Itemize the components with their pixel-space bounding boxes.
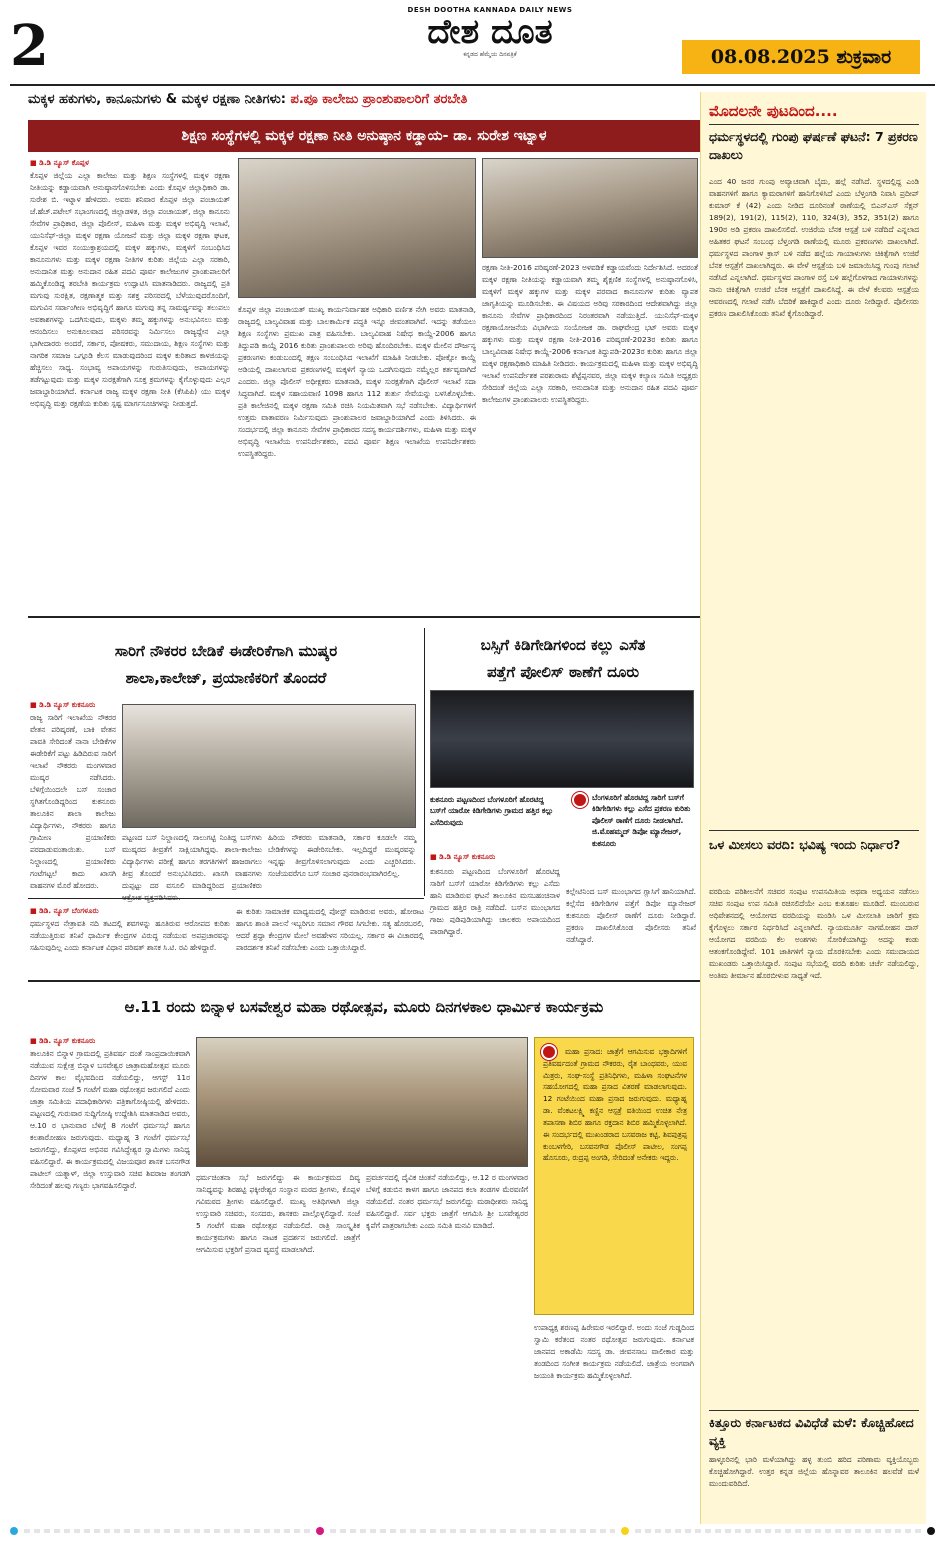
story2-column-3: ಹಿರಿಯ ನೌಕರರು ಮಾತನಾಡಿ, ಸರ್ಕಾರ ಕೂಡಲೇ ನಮ್ಮ ಬೇಡಿಕೆಗಳನ್ನು ಈಡೇರಿಸಬೇಕು. ಇಲ್ಲದಿದ್ದರೆ ಮುಷ್ಕರವನ್ನು ಇನ್ನಷ್ಟು ತೀವ್ರಗೊಳಿಸಲಾಗುವುದು ಎಂದು ಎಚ್ಚರಿಸಿದರು. ಸಂಜೆಯವರೆಗೂ ಬಸ್ ಸಂಚಾರ ಪುನರಾರಂಭವಾಗಿರಲಿಲ್ಲ. <box>268 833 416 878</box>
story5-headline: ಆ.11 ರಂದು ಬಿನ್ನಾಳ ಬಸವೇಶ್ವರ ಮಹಾ ರಥೋತ್ಸವ, ಮೂರು ದಿನಗಳಕಾಲ ಧಾರ್ಮಿಕ ಕಾರ್ಯಕ್ರಮ <box>124 998 604 1016</box>
story1-banner: ಶಿಕ್ಷಣ ಸಂಸ್ಥೆಗಳಲ್ಲಿ ಮಕ್ಕಳ ರಕ್ಷಣಾ ನೀತಿ ಅನುಷ್ಠಾನ ಕಡ್ಡಾಯ- ಡಾ. ಸುರೇಶ ಇಟ್ನಾಳ <box>28 120 700 152</box>
story5-byline: ■ ಡಿಡಿ. ನ್ಯೂಸ್ ಕುಕನೂರು <box>30 1036 95 1046</box>
story1-headline-part2: ಪ.ಪೂ ಕಾಲೇಜು ಪ್ರಾಂಶುಪಾಲರಿಗೆ ತರಬೇತಿ <box>290 92 468 107</box>
registration-bar <box>635 1529 921 1533</box>
story3-headline-line1: ಬಸ್ಸಿಗೆ ಕಿಡಿಗೇಡಿಗಳಿಂದ ಕಲ್ಲು ಎಸೆತ <box>480 636 646 654</box>
story4-column-2: ಈ ಕುರಿತು ಸಾಮಾಜಿಕ ಮಾಧ್ಯಮದಲ್ಲಿ ಪೋಸ್ಟ್ ಮಾಡಿರುವ ಅವರು, ಹೋರಾಟ ಹಾಗೂ ಶಾಂತಿ ಪಾಲನೆ ಇಬ್ಬರಿಗೂ ಸಮಾನ ಗೌರವ ಸಿಗಬೇಕು. ಸತ್ಯ ಹೊರಬರಲಿ, ಆದರೆ ಶ್ರದ್ಧಾ ಕೇಂದ್ರಗಳ ಮೇಲೆ ಅವಹೇಳನ ಸರಿಯಲ್ಲ. ಸರ್ಕಾರ ಈ ವಿಚಾರದಲ್ಲಿ ಪಾರದರ್ಶಕ ತನಿಖೆ ನಡೆಸಬೇಕು ಎಂದು ಒತ್ತಾಯಿಸಿದ್ದಾರೆ. <box>236 907 424 952</box>
story2-byline: ■ ಡಿ.ಡಿ ನ್ಯೂಸ್ ಕುಕನೂರು <box>30 700 95 710</box>
story3-column-2: ಕಲ್ಲೇಟಿನಿಂದ ಬಸ್ ಮುಂಭಾಗದ ಗ್ಲಾಸಿಗೆ ಹಾನಿಯಾಗಿದೆ. ಕಲ್ಲೆಸೆದ ಕಿಡಿಗೇಡಿಗಳ ಪತ್ತೆಗೆ ಡಿಪೋ ಮ್ಯಾನೇಜರ್ ಕುಕನೂರು ಪೊಲೀಸ್ ಠಾಣೆಗೆ ದೂರು ನೀಡಿದ್ದಾರೆ. ಪ್ರಕರಣ ದಾಖಲಿಸಿಕೊಂಡ ಪೊಲೀಸರು ತನಿಖೆ ನಡೆಸಿದ್ದಾರೆ. <box>566 887 696 944</box>
story5-column-1: ತಾಲೂಕಿನ ಬಿನ್ನಾಳ ಗ್ರಾಮದಲ್ಲಿ ಪ್ರತಿವರ್ಷ ದಂತೆ ಸಾಂಪ್ರದಾಯಿಕವಾಗಿ ನಡೆಯುವ ಸುಕ್ಷೇತ್ರ ಬಿನ್ನಾಳ ಬಸವೇಶ್ವರ ಜಾತ್ರಾಮಹೋತ್ಸವ ಮೂರು ದಿನಗಳ ಕಾಲ ವೈಭವದಿಂದ ನಡೆಯಲಿದ್ದು, ಆಗಸ್ಟ್ 11ರ ಸೋಮವಾರ ಸಂಜೆ 5 ಗಂಟೆಗೆ ಮಹಾ ರಥೋತ್ಸವ ಜರುಗಲಿದೆ ಎಂದು ಜಾತ್ರಾ ಸಮಿತಿಯ ಪದಾಧಿಕಾರಿಗಳು ಪತ್ರಿಕಾಗೋಷ್ಠಿಯಲ್ಲಿ ಹೇಳಿದರು. ಪಟ್ಟಣದಲ್ಲಿ ಗುರುವಾರ ಸುದ್ದಿಗೋಷ್ಠಿ ಉದ್ದೇಶಿಸಿ ಮಾತನಾಡಿದ ಅವರು, ಆ.10 ರ ಭಾನುವಾರ ಬೆಳಿಗ್ಗೆ 8 ಗಂಟೆಗೆ ಧರ್ಮಸಭೆ ಹಾಗೂ ಕಲಶಾರೋಹಣ ಜರುಗುವುದು. ಮಧ್ಯಾಹ್ನ 3 ಗಂಟೆಗೆ ಧರ್ಮಸಭೆ ಜರುಗಲಿದ್ದು, ಕೊಪ್ಪಳದ ಅಭಿನವ ಗವಿಸಿದ್ಧೇಶ್ವರ ಸ್ವಾಮಿಗಳು ಸಾನಿಧ್ಯ ವಹಿಸಲಿದ್ದಾರೆ. ಈ ಕಾರ್ಯಕ್ರಮದಲ್ಲಿ ವಿಜಯವೂರ ಶಾಸಕ ಬಸನಗೌಡ ಪಾಟೀಲ್ ಯತ್ನಾಳ್, ಜಿಲ್ಲಾ ಉಸ್ತುವಾರಿ ಸಚಿವ ಶಿವರಾಜ ತಂಗಡಗಿ ಸೇರಿದಂತೆ ಹಲವು ಗಣ್ಯರು ಭಾಗವಹಿಸಲಿದ್ದಾರೆ. <box>30 1049 190 1190</box>
story1-photo-audience <box>482 158 698 258</box>
issue-date: 08.08.2025 ಶುಕ್ರವಾರ <box>682 40 920 74</box>
story4-byline: ■ ಡಿಡಿ. ನ್ಯೂಸ್ ಬೆಂಗಳೂರು <box>30 906 99 916</box>
story1-column-2: ಕೊಪ್ಪಳ ಜಿಲ್ಲಾ ಪಂಚಾಯತ್ ಮುಖ್ಯ ಕಾರ್ಯನಿರ್ವಾಹಕ ಅಧಿಕಾರಿ ವರ್ಣಿತ ನೇಗಿ ಅವರು ಮಾತನಾಡಿ, ರಾಜ್ಯದಲ್ಲಿ ಬಾಲ್ಯವಿವಾಹ ಮತ್ತು ಬಾಲಕಾರ್ಮಿಕ ಪದ್ಧತಿ ಇನ್ನೂ ಜೀವಂತವಾಗಿವೆ. ಇದನ್ನು ತಡೆಯಲು ಶಿಕ್ಷಣ ಸಂಸ್ಥೆಗಳು ಪ್ರಮುಖ ಪಾತ್ರ ವಹಿಸಬೇಕು. ಬಾಲ್ಯವಿವಾಹ ನಿಷೇಧ ಕಾಯ್ದೆ-2006 ಹಾಗೂ ತಿದ್ದುಪಡಿ ಕಾಯ್ದೆ 2016 ಕುರಿತು ಪ್ರಾಂಶುಪಾಲರು ಅರಿವು ಹೊಂದಿರಬೇಕು. ಮಕ್ಕಳ ಮೇಲಿನ ದೌರ್ಜನ್ಯ ಪ್ರಕರಣಗಳು ಕಂಡುಬಂದಲ್ಲಿ ತಕ್ಷಣ ಸಂಬಂಧಿಸಿದ ಇಲಾಖೆಗೆ ಮಾಹಿತಿ ನೀಡಬೇಕು. ಪೋಕ್ಸೋ ಕಾಯ್ದೆ ಅಡಿಯಲ್ಲಿ ದಾಖಲಾಗುವ ಪ್ರಕರಣಗಳಲ್ಲಿ ಮಕ್ಕಳಿಗೆ ನ್ಯಾಯ ಒದಗಿಸುವುದು ನಮ್ಮೆಲ್ಲರ ಕರ್ತವ್ಯವಾಗಿದೆ ಎಂದರು. ಜಿಲ್ಲಾ ಪೊಲೀಸ್ ಅಧೀಕ್ಷಕರು ಮಾತನಾಡಿ, ಮಕ್ಕಳ ಸುರಕ್ಷತೆಗಾಗಿ ಪೊಲೀಸ್ ಇಲಾಖೆ ಸದಾ ಸಿದ್ಧವಾಗಿದೆ. ಮಕ್ಕಳ ಸಹಾಯವಾಣಿ 1098 ಹಾಗೂ 112 ತುರ್ತು ಸೇವೆಯನ್ನು ಬಳಸಿಕೊಳ್ಳಬೇಕು. ಪ್ರತಿ ಕಾಲೇಜಿನಲ್ಲಿ ಮಕ್ಕಳ ರಕ್ಷಣಾ ಸಮಿತಿ ರಚಿಸಿ ನಿಯಮಿತವಾಗಿ ಸಭೆ ನಡೆಸಬೇಕು. ವಿದ್ಯಾರ್ಥಿಗಳಿಗೆ ಉತ್ತಮ ವಾತಾವರಣ ನಿರ್ಮಿಸುವುದು ಪ್ರಾಂಶುಪಾಲರ ಜವಾಬ್ದಾರಿಯಾಗಿದೆ ಎಂದು ತಿಳಿಸಿದರು. ಈ ಸಂದರ್ಭದಲ್ಲಿ ಜಿಲ್ಲಾ ಕಾನೂನು ಸೇವೆಗಳ ಪ್ರಾಧಿಕಾರದ ಸದಸ್ಯ ಕಾರ್ಯದರ್ಶಿಗಳು, ಮಹಿಳಾ ಮತ್ತು ಮಕ್ಕಳ ಅಭಿವೃದ್ಧಿ ಇಲಾಖೆಯ ಉಪನಿರ್ದೇಶಕರು, ಪದವಿ ಪೂರ್ವ ಶಿಕ್ಷಣ ಇಲಾಖೆಯ ಉಪನಿರ್ದೇಶಕರು ಉಪಸ್ಥಿತರಿದ್ದರು. <box>238 305 476 458</box>
section-divider <box>28 616 700 618</box>
sidebar-headline-1: ಧರ್ಮಸ್ಥಳದಲ್ಲಿ ಗುಂಪು ಘರ್ಷಣೆ ಘಟನೆ: 7 ಪ್ರಕರಣ ದಾಖಲು <box>709 129 918 163</box>
sidebar-headline-2: ಒಳ ಮೀಸಲು ವರದಿ: ಭವಿಷ್ಯ ಇಂದು ನಿರ್ಧಾರ? <box>709 837 901 852</box>
registration-dot-black <box>927 1527 935 1535</box>
continued-sidebar <box>700 92 926 1524</box>
sidebar-kicker: ಮೊದಲನೇ ಪುಟದಿಂದ.... <box>709 102 838 120</box>
story5-column-4: ಉಪಾಧ್ಯಕ್ಷ ಶರಣಪ್ಪ ಹಿರೇಮಠ ಇರಲಿದ್ದಾರೆ. ಅಂದು ಸಂಜೆ ಗುಡ್ಡದಿಂದ ಸ್ವಾಮಿ ಕರೆತಂದ ನಂತರ ರಥೋತ್ಸವ ಜರುಗುವುದು. ಕರ್ನಾಟಕ ಜಾನಪದ ಅಕಾಡೆಮಿ ಸದಸ್ಯ ಡಾ. ಜೀವನಸಾಬ ವಾಲೀಕಾರ ಮತ್ತು ತಂಡದಿಂದ ಸಂಗೀತ ಕಾರ್ಯಕ್ರಮ ನಡೆಯಲಿದೆ. ಜಾತ್ರೆಯ ಅಂಗವಾಗಿ ಜಯಂತಿ ಕಾರ್ಯಕ್ರಮ ಹಮ್ಮಿಕೊಳ್ಳಲಾಗಿದೆ. <box>534 1323 694 1380</box>
story1-photo-dignitaries <box>238 158 476 298</box>
story5-column-3: ಪ್ರವರ್ಚನದಲ್ಲಿ ದೈವಿಕ ಚಿಂತನೆ ನಡೆಯಲಿದ್ದು, ಆ.12 ರ ಮಂಗಳವಾರ ಬೆಳಿಗ್ಗೆ ಕಡುಬಿನ ಕಾಳಗ ಹಾಗೂ ಜಾನಪದ ಕಲಾ ತಂಡಗಳ ಮೆರವಣಿಗೆ ನಡೆಯಲಿದೆ. ನಂತರ ಧರ್ಮಸಭೆ ಜರುಗಲಿದ್ದು ಮಠಾಧೀಶರು ಸಾನಿಧ್ಯ ವಹಿಸಲಿದ್ದಾರೆ. ಸರ್ವ ಭಕ್ತರು ಜಾತ್ರೆಗೆ ಆಗಮಿಸಿ ಶ್ರೀ ಬಸವೇಶ್ವರರ ಕೃಪೆಗೆ ಪಾತ್ರರಾಗಬೇಕು ಎಂದು ಸಮಿತಿ ಮನವಿ ಮಾಡಿದೆ. <box>366 1173 528 1230</box>
story3-quote-box: ಬೆಂಗಳೂರಿಗೆ ಹೊರಟಿದ್ದ ಸಾರಿಗೆ ಬಸ್‌ಗೆ ಕಿಡಿಗೇಡಿಗಳು ಕಲ್ಲು ಎಸೆದ ಪ್ರಕರಣ ಕುರಿತು ಪೊಲೀಸ್ ಠಾಣೆಗೆ ದೂರು ನೀಡಲಾಗಿದೆ. ಜಿ.ಮೊಹಮ್ಮದ್ ಡಿಪೋ ಮ್ಯಾನೇಜರ್, ಕುಕನೂರು <box>592 793 691 848</box>
section-divider-small <box>28 898 424 899</box>
sidebar-text-1: ಎಂದ 40 ಜನರ ಗುಂಪು ಅವ್ಯಾಚವಾಗಿ ಬೈದು, ಹಲ್ಲೆ ನಡೆಸಿದೆ. ಸ್ಥಳದಲ್ಲಿದ್ದ ಎಂಡಿ ವಾಹನಗಳಿಗೆ ಹಾಗೂ ಕ್ಯಾಮರಾಗಳಿಗೆ ಹಾನಿಗೊಳಿಸಿದೆ ಎಂದು ಬೆಳ್ತಂಗಡಿ ನಿವಾಸಿ ಪ್ರದೀಪ್ ಕುಮಾರ್ ಕೆ (42) ಎಂದು ನೀಡಿದ ದೂರಿನಂತೆ ಠಾಣೆಯಲ್ಲಿ ಬಿಎನ್‌ಎಸ್ ಸೆಕ್ಷನ್ 189(2), 191(2), 115(2), 110, 324(3), 352, 351(2) ಹಾಗೂ 190ರ ಅಡಿ ಪ್ರಕರಣ ದಾಖಲಿಸಲಿದೆ. ಉಜಿರೆಯ ಬೆನಕ ಆಸ್ಪತ್ರೆ ಬಳಿ ನಡೆದಿದೆ ಎನ್ನಲಾದ ಅಹಿತಕರ ಘಟನೆ ಸಂಬಂಧ ಬೆಳ್ತಂಗಡಿ ಠಾಣೆಯಲ್ಲಿ ಮೂರು ಪ್ರಕರಣಗಳು ದಾಖಲಾಗಿದೆ. ಧರ್ಮಸ್ಥಳದ ಪಾಂಗಾಳ ಕ್ರಾಸ್ ಬಳಿ ನಡೆದ ಹಲ್ಲೆಯ ಗಾಯಾಳುಗಳು ಚಿಕಿತ್ಸೆಗಾಗಿ ಉಜಿರೆ ಬೆನಕ ಆಸ್ಪತ್ರೆಗೆ ದಾಖಲಾಗಿದ್ದರು. ಈ ವೇಳೆ ಆಸ್ಪತ್ರೆಯ ಬಳಿ ಜಮಾಯಿಸಿದ್ದ ಗುಂಪು ಗಲಾಟೆ ನಡೆಸಿದೆ ಎನ್ನಲಾಗಿದೆ. ಧರ್ಮಸ್ಥಳದ ಪಾಂಗಾಳ ರಸ್ತೆ ಬಳಿ ಹಲ್ಲೆಗೊಳಗಾದ ಗಾಯಾಳುಗಳನ್ನು ನಾನು ಚಿಕಿತ್ಸೆಗಾಗಿ ಉಜಿರೆ ಬೆನಕ ಆಸ್ಪತ್ರೆಗೆ ದಾಖಲಿಸಿದ್ದೆ. ಈ ವೇಳೆ ಕೆಲವರು ಆಸ್ಪತ್ರೆಯ ಆವರಣದಲ್ಲಿ ಗಲಾಟೆ ನಡೆಸಿ ಬೆದರಿಕೆ ಹಾಕಿದ್ದಾರೆ ಎಂದು ದೂರು ನೀಡಿದ್ದಾರೆ. ಪೊಲೀಸರು ಪ್ರಕರಣ ದಾಖಲಿಸಿಕೊಂಡು ತನಿಖೆ ಕೈಗೊಂಡಿದ್ದಾರೆ. <box>709 177 919 318</box>
story5-column-2: ಧರ್ಮಚಿಂತನಾ ಸಭೆ ಜರುಗಲಿದ್ದು ಈ ಕಾರ್ಯಕ್ರಮದ ದಿವ್ಯ ಸಾನಿಧ್ಯವನ್ನು ಶಿರಹಟ್ಟಿ ಫಕ್ಕೀರೇಶ್ವರ ಸಂಸ್ಥಾನ ಮಠದ ಶ್ರೀಗಳು, ಕೊಪ್ಪಳ ಗವಿಮಠದ ಶ್ರೀಗಳು ವಹಿಸಲಿದ್ದಾರೆ. ಮುಖ್ಯ ಅತಿಥಿಗಳಾಗಿ ಜಿಲ್ಲಾ ಉಸ್ತುವಾರಿ ಸಚಿವರು, ಸಂಸದರು, ಶಾಸಕರು ಪಾಲ್ಗೊಳ್ಳಲಿದ್ದಾರೆ. ಸಂಜೆ 5 ಗಂಟೆಗೆ ಮಹಾ ರಥೋತ್ಸವ ನಡೆಯಲಿದೆ. ರಾತ್ರಿ ಸಾಂಸ್ಕೃತಿಕ ಕಾರ್ಯಕ್ರಮಗಳು ಹಾಗೂ ನಾಟಕ ಪ್ರದರ್ಶನ ಜರುಗಲಿದೆ. ಜಾತ್ರೆಗೆ ಆಗಮಿಸುವ ಭಕ್ತರಿಗೆ ಪ್ರಸಾದ ವ್ಯವಸ್ಥೆ ಮಾಡಲಾಗಿದೆ. <box>196 1173 360 1254</box>
registration-strip <box>10 1524 935 1538</box>
story5-photo-press-meet <box>196 1037 528 1167</box>
sidebar-rule-3 <box>709 1410 919 1411</box>
story4-column-1: ಧರ್ಮಸ್ಥಳದ ನೇತ್ರಾವತಿ ನದಿ ತಟದಲ್ಲಿ ಶವಗಳನ್ನು ಹೂತಿರುವ ಆರೋಪದ ಕುರಿತು ನಡೆಯುತ್ತಿರುವ ತನಿಖೆ ಧಾರ್ಮಿಕ ಕೇಂದ್ರಗಳ ವಿರುದ್ಧ ನಡೆಯುವ ಅಪಪ್ರಚಾರವನ್ನು ಸಹಿಸುವುದಿಲ್ಲ ಎಂದು ಕರ್ನಾಟಕ ವಿಧಾನ ಪರಿಷತ್ ಶಾಸಕ ಸಿ.ಟಿ. ರವಿ ಹೇಳಿದ್ದಾರೆ. <box>30 919 230 952</box>
masthead-daily-label: DESH DOOTHA KANNADA DAILY NEWS <box>407 6 573 14</box>
story5-highlight-text: ಮಹಾ ಪ್ರಸಾದ: ಜಾತ್ರೆಗೆ ಆಗಮಿಸುವ ಭಕ್ತಾದಿಗಳಿಗೆ ಪ್ರತಿವರ್ಷದಂತೆ ಗ್ರಾಮದ ನೌಕರರು, ರೈತ ಬಾಂಧವರು, ಯುವ ಮಿತ್ರರು, ಸಂಘ-ಸಂಸ್ಥೆ ಪ್ರತಿನಿಧಿಗಳು, ಮಹಿಳಾ ಸಂಘಟನೆಗಳ ಸಹಯೋಗದಲ್ಲಿ ಮಹಾ ಪ್ರಸಾದ ವಿತರಣೆ ಮಾಡಲಾಗುವುದು. 12 ಗಂಟೆಯಿಂದ ಮಹಾ ಪ್ರಸಾದ ಜರುಗುವುದು. ಮಧ್ಯಾಹ್ನ ಡಾ. ವೆಂಕಟಲಕ್ಷ್ಮಿ ಕಣ್ಣಿನ ಆಸ್ಪತ್ರೆ ವತಿಯಿಂದ ಉಚಿತ ನೇತ್ರ ತಪಾಸಣಾ ಶಿಬಿರ ಹಾಗೂ ರಕ್ತದಾನ ಶಿಬಿರ ಹಮ್ಮಿಕೊಳ್ಳಲಾಗಿದೆ. ಈ ಸಂದರ್ಭದಲ್ಲಿ ಮುಖಂಡರಾದ ಬಸವರಾಜ ಕಟ್ಟಿ, ಶಿವಪುತ್ರಪ್ಪ ಕುಂಬಳಗೇರಿ, ಬಸವನಗೌಡ ಪೊಲೀಸ್ ಪಾಟೀಲ, ಸಂಗಪ್ಪ ಹೊಸೂರು, ರುದ್ರಪ್ಪ ಅಂಗಡಿ, ಸೇರಿದಂತೆ ಅನೇಕರು ಇದ್ದರು. <box>543 1047 687 1163</box>
story3-photo-caption: ಕುಕನೂರು ಪಟ್ಟಣದಿಂದ ಬೆಂಗಳೂರಿಗೆ ಹೊರಟಿದ್ದ ಬಸ್‌ಗೆ ಯಾರೋ ಕಿಡಿಗೇಡಿಗಳು ಗ್ರಾಮದ ಹತ್ತಿರ ಕಲ್ಲು ಎಸೆದಿರುವುದು <box>430 795 554 827</box>
sidebar-rule <box>709 124 919 125</box>
masthead-logo: ದೇಶ ದೂತ <box>427 12 553 52</box>
page-number: 2 <box>10 13 49 79</box>
column-divider <box>424 628 425 896</box>
story3-photo-damaged-bus <box>430 690 694 788</box>
registration-bar <box>330 1529 616 1533</box>
story3-box-bullet <box>572 792 588 808</box>
registration-bar <box>24 1529 310 1533</box>
story1-column-1: ಕೊಪ್ಪಳ ಜಿಲ್ಲೆಯ ಎಲ್ಲಾ ಕಾಲೇಜು ಮತ್ತು ಶಿಕ್ಷಣ ಸಂಸ್ಥೆಗಳಲ್ಲಿ ಮಕ್ಕಳ ರಕ್ಷಣಾ ನೀತಿಯನ್ನು ಕಡ್ಡಾಯವಾಗಿ ಅನುಷ್ಠಾನಗೊಳಿಸಬೇಕು ಎಂದು ಕೊಪ್ಪಳ ಜಿಲ್ಲಾಧಿಕಾರಿ ಡಾ. ಸುರೇಶ ಬಿ. ಇಟ್ನಾಳ ಹೇಳಿದರು. ಅವರು ಶನಿವಾರ ಕೊಪ್ಪಳ ಜಿಲ್ಲಾ ಪಂಚಾಯತ್ ಜೆ.ಹೆಚ್.ಪಟೇಲ್ ಸಭಾಂಗಣದಲ್ಲಿ ಜಿಲ್ಲಾಡಳಿತ, ಜಿಲ್ಲಾ ಪಂಚಾಯತ್, ಜಿಲ್ಲಾ ಕಾನೂನು ಸೇವೆಗಳ ಪ್ರಾಧಿಕಾರ, ಜಿಲ್ಲಾ ಪೊಲೀಸ್, ಮಹಿಳಾ ಮತ್ತು ಮಕ್ಕಳ ಅಭಿವೃದ್ಧಿ ಇಲಾಖೆ, ಯುನಿಸೆಫ್-ಜಿಲ್ಲಾ ಮಕ್ಕಳ ರಕ್ಷಣಾ ಯೋಜನೆ ಮತ್ತು ಜಿಲ್ಲಾ ಮಕ್ಕಳ ರಕ್ಷಣಾ ಘಟಕ, ಕೊಪ್ಪಳ ಇವರ ಸಂಯುಕ್ತಾಶ್ರಯದಲ್ಲಿ ಮಕ್ಕಳ ಹಕ್ಕುಗಳು, ಮಕ್ಕಳಿಗೆ ಸಂಬಂಧಿಸಿದ ಕಾನೂನುಗಳು ಮತ್ತು ಮಕ್ಕಳ ರಕ್ಷಣಾ ನೀತಿಗಳ ಕುರಿತು ಜಿಲ್ಲೆಯ ಎಲ್ಲಾ ಸರಕಾರಿ, ಅನುದಾನಿತ ಮತ್ತು ಅನುದಾನ ರಹಿತ ಪದವಿ ಪೂರ್ವ ಕಾಲೇಜುಗಳ ಪ್ರಾಂಶುಪಾಲರಿಗೆ ಹಮ್ಮಿಕೊಂಡಿದ್ದ ತರಬೇತಿ ಕಾರ್ಯಕ್ರಮ ಉದ್ಘಾಟಿಸಿ ಮಾತನಾಡಿದರು. ರಾಜ್ಯದಲ್ಲಿ ಪ್ರತಿ ಮಗುವು ಸುರಕ್ಷಿತ, ರಕ್ಷಣಾತ್ಮಕ ಮತ್ತು ಸಶಕ್ತ ಪರಿಸರದಲ್ಲಿ ಬೆಳೆಯುವುದರೊಂದಿಗೆ, ಮಗುವಿನ ಸರ್ವಾಂಗೀಣ ಅಭಿವೃದ್ಧಿಗೆ ಹಾಗೂ ಮಗುವು ತನ್ನ ಸಾಮರ್ಥ್ಯವನ್ನು ತಲುಪಲು ಅವಕಾಶಗಳನ್ನು ಒದಗಿಸುವುದು, ಮಕ್ಕಳು ತಮ್ಮ ಹಕ್ಕುಗಳನ್ನು ಅನುಭವಿಸಲು ಮತ್ತು ಆನಂದಿಸಲು ಅನುಕೂಲವಾದ ಪರಿಸರವನ್ನು ನಿರ್ಮಿಸಲು ರಾಜ್ಯದ್ದೇನ ಎಲ್ಲಾ ಭಾಗೀದಾರರು ಅಂದರೆ, ಸರ್ಕಾರ, ಪೋಷಕರು, ಸಮುದಾಯ, ಶಿಕ್ಷಣ ಸಂಸ್ಥೆಗಳು ಮತ್ತು ನಾಗರಿಕ ಸಮಾಜ ಒಗ್ಗೂಡಿ ಕೆಲಸ ಮಾಡುವುದರಿಂದ ಮಕ್ಕಳ ಕುರಿತಾದ ಕಾಳಜಿಯನ್ನು ಹೆಚ್ಚಿಸಲು ಸಾಧ್ಯ. ಸಂಭಾವ್ಯ ಅಪಾಯಗಳನ್ನು ಗುರುತಿಸುವುದು, ಅಪಾಯಗಳನ್ನು ತಡೆಗಟ್ಟುವುದು ಮತ್ತು ಮಕ್ಕಳ ಸುರಕ್ಷತೆಗಾಗಿ ಸೂಕ್ತ ಕ್ರಮಗಳನ್ನು ಕೈಗೊಳ್ಳುವುದು ಎಲ್ಲರ ಜವಾಬ್ದಾರಿಯಾಗಿದೆ. ಕರ್ನಾಟಕ ರಾಜ್ಯ ಮಕ್ಕಳ ರಕ್ಷಣಾ ನೀತಿ (ಕೆಸಿಪಿಪಿ) ಯು ಮಕ್ಕಳ ಅಭಿವೃದ್ಧಿ ಮತ್ತು ರಕ್ಷಣೆಯ ಕುರಿತು ಸ್ಪಷ್ಟ ಮಾರ್ಗಸೂಚಿಗಳನ್ನು ನೀಡುತ್ತದೆ. <box>30 171 230 408</box>
story5-highlight-box <box>534 1037 694 1315</box>
masthead-tagline: ಕನ್ನಡದ ಹೆಮ್ಮೆಯ ದಿನಪತ್ರಿಕೆ <box>463 51 517 59</box>
section-divider-2 <box>28 980 700 982</box>
masthead <box>400 6 580 59</box>
sidebar-text-2: ವರದಿಯ ಪರಿಶೀಲನೆಗೆ ಸಚಿವರ ಸಂಪುಟ ಉಪಸಮಿತಿಯ ಅಥವಾ ಅಧ್ಯಯನ ನಡೆಸಲು ಸಚಿವ ಸಂಪುಟ ಉಪ ಸಮಿತಿ ರಚಿಸಲಿದೆಯೇ ಎಂಬ ಕುತೂಹಲ ಮೂಡಿದೆ. ಮುಂಬರುವ ಅಧಿವೇಶನದಲ್ಲಿ ಆಯೋಗದ ವರದಿಯನ್ನು ಮಂಡಿಸಿ ಒಳ ಮೀಸಲಾತಿ ಜಾರಿಗೆ ಕ್ರಮ ಕೈಗೊಳ್ಳಲು ಸರ್ಕಾರ ನಿರ್ಧರಿಸಿದೆ ಎನ್ನಲಾಗಿದೆ. ನ್ಯಾಯಮೂರ್ತಿ ನಾಗಮೋಹನ ದಾಸ್ ಆಯೋಗದ ವರದಿಯ ಕೆಲ ಅಂಶಗಳು ಸೋರಿಕೆಯಾಗಿದ್ದು ಅದನ್ನು ಕಂಡು ಆತಂಕಗೊಂಡಿದ್ದೇವೆ. 101 ಜಾತಿಗಳಿಗೆ ನ್ಯಾಯ ದೊರಕಿಸಬೇಕು ಎಂದು ಸಮುದಾಯದ ಮುಖಂಡರು ಒತ್ತಾಯಿಸಿದ್ದಾರೆ. ಸಂಪುಟ ಸಭೆಯಲ್ಲಿ ವರದಿ ಕುರಿತು ಚರ್ಚೆ ನಡೆಯಲಿದ್ದು, ಅಂತಿಮ ತೀರ್ಮಾನ ಹೊರಬೀಳುವ ಸಾಧ್ಯತೆ ಇದೆ. <box>709 887 919 980</box>
story1-column-3: ರಕ್ಷಣಾ ನೀತಿ-2016 ಪರಿಷ್ಕರಣೆ-2023 ಅಳವಡಿಕೆ ಕಡ್ಡಾಯವೆಂದು ನಿರ್ದೇಶಿಸಿದೆ. ಅದರಂತೆ ಮಕ್ಕಳ ರಕ್ಷಣಾ ನೀತಿಯನ್ನು ಕಡ್ಡಾಯವಾಗಿ ತಮ್ಮ ಶೈಕ್ಷಣಿಕ ಸಂಸ್ಥೆಗಳಲ್ಲಿ ಅನುಷ್ಠಾನಗೊಳಿಸಿ, ಮಕ್ಕಳಿಗೆ ಮಕ್ಕಳ ಹಕ್ಕುಗಳ ಮತ್ತು ಮಕ್ಕಳ ಪರವಾದ ಕಾನೂನುಗಳ ಕುರಿತು ವ್ಯಾಪಕ ಜಾಗೃತಿಯನ್ನು ಮೂಡಿಸಬೇಕು. ಈ ವಿಷಯದ ಅರಿವು ಸರಕಾರದಿಂದ ಆದೇಶವಾಗಿದ್ದು ಜಿಲ್ಲಾ ಕಾನೂನು ಸೇವೆಗಳ ಪ್ರಾಧಿಕಾರದಿಂದ ನಿರಂತರವಾಗಿ ನಡೆಯುತ್ತಿದೆ. ಯುನಿಸೆಫ್-ಮಕ್ಕಳ ರಕ್ಷಣಾಯೋಜನೆಯ ವಿಭಾಗೀಯ ಸಂಯೋಜಕ ಡಾ. ರಾಘವೇಂದ್ರ ಭಟ್ ಅವರು ಮಕ್ಕಳ ಹಕ್ಕುಗಳು ಮತ್ತು ಮಕ್ಕಳ ರಕ್ಷಣಾ ನೀತಿ-2016 ಪರಿಷ್ಕರಣೆ-2023ರ ಕುರಿತು ಹಾಗೂ ಬಾಲ್ಯವಿವಾಹ ನಿಷೇಧ ಕಾಯ್ದೆ-2006 ಕರ್ನಾಟಕ ತಿದ್ದುಪಡಿ-2023ರ ಕುರಿತು ಹಾಗೂ ಜಿಲ್ಲಾ ಮಕ್ಕಳ ರಕ್ಷಣಾಧಿಕಾರಿ ಮಾಹಿತಿ ನೀಡಿದರು. ಕಾರ್ಯಕ್ರಮದಲ್ಲಿ ಮಹಿಳಾ ಮತ್ತು ಮಕ್ಕಳ ಅಭಿವೃದ್ಧಿ ಇಲಾಖೆ ಉಪನಿರ್ದೇಶಕ ಪರಶುರಾಮ ಶೆಟ್ಟೆಪ್ಪನವರ, ಜಿಲ್ಲಾ ಮಕ್ಕಳ ಕಲ್ಯಾಣ ಸಮಿತಿ ಅಧ್ಯಕ್ಷರು ಸೇರಿದಂತೆ ಜಿಲ್ಲೆಯ ಎಲ್ಲಾ ಸರಕಾರಿ, ಅನುದಾನಿತ ಮತ್ತು ಅನುದಾನ ರಹಿತ ಪದವಿ ಪೂರ್ವ ಕಾಲೇಜುಗಳ ಪ್ರಾಂಶುಪಾಲರು ಉಪಸ್ಥಿತರಿದ್ದರು. <box>482 263 698 404</box>
registration-dot-yellow <box>621 1527 629 1535</box>
story1-headline <box>28 92 700 107</box>
sidebar-rule-2 <box>709 830 919 831</box>
story2-photo-bus-depot <box>122 704 416 828</box>
story3-byline: ■ ಡಿ.ಡಿ ನ್ಯೂಸ್ ಕುಕನೂರು <box>430 852 495 862</box>
story1-headline-part1: ಮಕ್ಕಳ ಹಕುಗಳು, ಕಾನೂನುಗಳು & ಮಕ್ಕಳ ರಕ್ಷಣಾ ನೀತಿಗಳು: <box>28 92 291 107</box>
header-rule <box>10 84 935 86</box>
sidebar-headline-3: ಕಿತ್ತೂರು ಕರ್ನಾಟಕದ ವಿವಿಧೆಡೆ ಮಳೆ: ಕೊಚ್ಚಿಹೋದ ವ್ಯಕ್ತಿ <box>709 1415 914 1449</box>
sidebar-text-3: ಹಾಳ್ಳೂರಿನಲ್ಲಿ ಭಾರಿ ಮಳೆಯಾಗಿದ್ದು ಹಳ್ಳ ತುಂಬಿ ಹರಿದ ಪರಿಣಾಮ ವ್ಯಕ್ತಿಯೊಬ್ಬರು ಕೊಚ್ಚಿಹೋಗಿದ್ದಾರೆ. ಉತ್ತರ ಕನ್ನಡ ಜಿಲ್ಲೆಯ ಹೊನ್ನಾವರ ತಾಲೂಕಿನ ಹಲವೆಡೆ ಮಳೆ ಮುಂದುವರಿದಿದೆ. <box>709 1455 919 1488</box>
story2-headline-line1: ಸಾರಿಗೆ ನೌಕರರ ಬೇಡಿಕೆ ಈಡೇರಿಕೆಗಾಗಿ ಮುಷ್ಕರ <box>114 642 338 660</box>
registration-dot-magenta <box>316 1527 324 1535</box>
story2-headline-line2: ಶಾಲಾ,ಕಾಲೇಜ್, ಪ್ರಯಾಣಿಕರಿಗೆ ತೊಂದರೆ <box>125 669 327 687</box>
story1-byline: ■ ಡಿ.ಡಿ ನ್ಯೂಸ್ ಕೊಪ್ಪಳ <box>30 158 89 168</box>
story2-column-2: ಪಟ್ಟಣದ ಬಸ್ ನಿಲ್ದಾಣದಲ್ಲಿ ಸಾಲುಗಟ್ಟಿ ನಿಂತಿದ್ದ ಬಸ್‌ಗಳು ಮುಷ್ಕರದ ತೀವ್ರತೆಗೆ ಸಾಕ್ಷಿಯಾಗಿದ್ದವು. ಶಾಲಾ-ಕಾಲೇಜು ವಿದ್ಯಾರ್ಥಿಗಳು ಪರೀಕ್ಷೆ ಹಾಗೂ ತರಗತಿಗಳಿಗೆ ಹಾಜರಾಗಲು ತೀವ್ರ ತೊಂದರೆ ಅನುಭವಿಸಿದರು. ಖಾಸಗಿ ವಾಹನಗಳು ದುಪ್ಪಟ್ಟು ದರ ವಸೂಲಿ ಮಾಡಿದ್ದರಿಂದ ಪ್ರಯಾಣಿಕರು <box>122 833 262 890</box>
registration-dot-cyan <box>10 1527 18 1535</box>
story2-column-1: ರಾಜ್ಯ ಸಾರಿಗೆ ಇಲಾಖೆಯ ನೌಕರರ ವೇತನ ಪರಿಷ್ಕರಣೆ, ಬಾಕಿ ವೇತನ ಪಾವತಿ ಸೇರಿದಂತೆ ನಾನಾ ಬೇಡಿಕೆಗಳ ಈಡೇರಿಕೆಗೆ ಪಟ್ಟು ಹಿಡಿದಿರುವ ಸಾರಿಗೆ ಇಲಾಖೆ ನೌಕರರು ಮಂಗಳವಾರ ಮುಷ್ಕರ ನಡೆಸಿದರು. ಬೆಳಿಗ್ಗೆಯಿಂದಲೇ ಬಸ್ ಸಂಚಾರ ಸ್ಥಗಿತಗೊಂಡಿದ್ದರಿಂದ ಕುಕನೂರು ತಾಲೂಕಿನ ಶಾಲಾ ಕಾಲೇಜು ವಿದ್ಯಾರ್ಥಿಗಳು, ನೌಕರರು ಹಾಗೂ ಗ್ರಾಮೀಣ ಪ್ರಯಾಣಿಕರು ಪರದಾಡುವಂತಾಯಿತು. ಬಸ್ ನಿಲ್ದಾಣದಲ್ಲಿ ಪ್ರಯಾಣಿಕರು ಗಂಟೆಗಟ್ಟಲೆ ಕಾದು ಖಾಸಗಿ ವಾಹನಗಳ ಮೊರೆ ಹೋದರು. <box>30 713 116 890</box>
story3-headline-line2: ಪತ್ತೆಗೆ ಪೋಲಿಸ್ ಠಾಣೆಗೆ ದೂರು <box>486 663 640 681</box>
story3-column-1: ಕುಕನೂರು ಪಟ್ಟಣದಿಂದ ಬೆಂಗಳೂರಿಗೆ ಹೊರಟಿದ್ದ ಸಾರಿಗೆ ಬಸ್‌ಗೆ ಯಾರೋ ಕಿಡಿಗೇಡಿಗಳು ಕಲ್ಲು ಎಸೆದು ಹಾನಿ ಮಾಡಿರುವ ಘಟನೆ ತಾಲೂಕಿನ ಮಸಬಹಂಚಿನಾಳ ಗ್ರಾಮದ ಹತ್ತಿರ ರಾತ್ರಿ ನಡೆದಿದೆ. ಬಸ್‌ನ ಮುಂಭಾಗದ ಗಾಜು ಪುಡಿಪುಡಿಯಾಗಿದ್ದು ಚಾಲಕರು ಅಪಾಯದಿಂದ ಪಾರಾಗಿದ್ದಾರೆ. <box>430 867 560 936</box>
